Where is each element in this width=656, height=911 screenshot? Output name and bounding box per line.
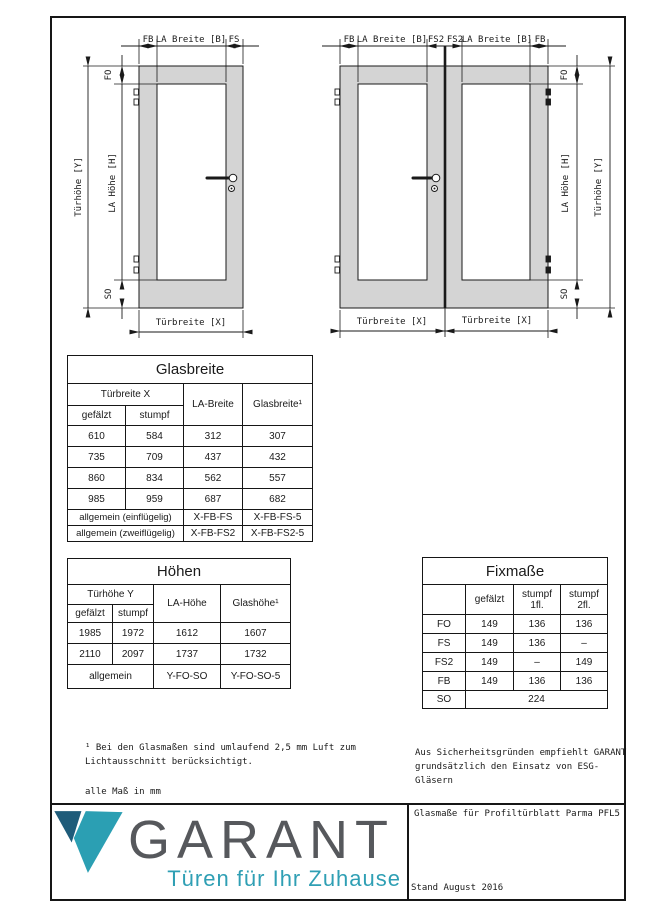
sub-header: stumpf — [126, 406, 184, 426]
sub-header: gefälzt — [68, 406, 126, 426]
table-title: Fixmaße — [423, 558, 608, 585]
table-cell: 224 — [466, 691, 608, 709]
hoehen-table — [67, 558, 291, 689]
table-cell: 709 — [126, 447, 184, 468]
table-cell: 557 — [243, 468, 313, 489]
fixmasse-table — [422, 557, 608, 709]
row-header: FS — [423, 634, 466, 653]
dim-label-tuerbreite: Türbreite [X] — [356, 317, 428, 327]
door-drawings — [0, 0, 656, 360]
table-cell: 149 — [466, 653, 514, 672]
table-cell: 149 — [466, 615, 514, 634]
header-line: stumpf — [521, 588, 552, 600]
col-header — [561, 585, 608, 615]
table-cell: 1732 — [221, 644, 291, 665]
table-cell: Y-FO-SO — [154, 665, 221, 689]
col-header: Glasbreite¹ — [243, 384, 313, 426]
table-cell: 312 — [184, 426, 243, 447]
table-cell: 136 — [561, 672, 608, 691]
garant-logo-mark — [53, 810, 125, 888]
table-cell: 682 — [243, 489, 313, 510]
table-cell: 1737 — [154, 644, 221, 665]
dim-label-tuerhoehe: Türhöhe [Y] — [74, 157, 84, 217]
table-cell: 985 — [68, 489, 126, 510]
table-cell: – — [514, 653, 561, 672]
table-cell: allgemein — [68, 665, 154, 689]
glass-cutout — [157, 84, 226, 280]
col-header: Glashöhe¹ — [221, 585, 291, 623]
table-cell: X-FB-FS2 — [184, 526, 243, 542]
table-cell: 136 — [514, 634, 561, 653]
table-cell: allgemein (zweiflügelig) — [68, 526, 184, 542]
table-cell: 959 — [126, 489, 184, 510]
dim-label-la-breite: LA Breite [B] — [155, 35, 227, 45]
table-cell: 149 — [466, 672, 514, 691]
table-cell: 860 — [68, 468, 126, 489]
table-cell: 2110 — [68, 644, 113, 665]
table-title: Höhen — [68, 559, 291, 585]
hinge-marks — [134, 89, 139, 273]
brand-tagline: Türen für Ihr Zuhause — [167, 866, 401, 891]
dim-label-fb: FB — [142, 35, 154, 45]
dim-label-tuerbreite: Türbreite [X] — [461, 316, 533, 326]
col-header — [514, 585, 561, 615]
footer-divider-line — [50, 803, 626, 805]
table-cell: 1985 — [68, 623, 113, 644]
glass-cutout-left — [358, 84, 427, 280]
table-cell: 307 — [243, 426, 313, 447]
dim-label-tuerbreite: Türbreite [X] — [155, 318, 227, 328]
table-cell: 437 — [184, 447, 243, 468]
titleblock-divider — [407, 803, 409, 901]
dim-label-la-hoehe: LA Höhe [H] — [108, 153, 118, 213]
corner-cell — [423, 585, 466, 615]
dim-label-fs2: FS2 — [446, 35, 464, 45]
table-cell: 149 — [561, 653, 608, 672]
table-cell: allgemein (einflügelig) — [68, 510, 184, 526]
titleblock-title: Glasmaße für Profiltürblatt Parma PFL5 — [414, 809, 620, 819]
safety-note: Aus Sicherheitsgründen empfiehlt GARANT grundsätzlich den Einsatz von ESG-Gläsern — [415, 748, 627, 786]
sub-header: gefälzt — [68, 605, 113, 623]
header-line: 2fl. — [577, 599, 591, 611]
table-cell: 1972 — [113, 623, 154, 644]
table-cell: 610 — [68, 426, 126, 447]
table-cell: Y-FO-SO-5 — [221, 665, 291, 689]
table-cell: 149 — [466, 634, 514, 653]
row-header: FS2 — [423, 653, 466, 672]
titleblock-date: Stand August 2016 — [411, 883, 504, 893]
dim-label-la-breite: LA Breite [B] — [461, 35, 533, 45]
table-cell: 834 — [126, 468, 184, 489]
table-cell: – — [561, 634, 608, 653]
col-header: LA-Breite — [184, 384, 243, 426]
col-header: LA-Höhe — [154, 585, 221, 623]
dim-label-so: SO — [560, 288, 570, 300]
glasbreite-table — [67, 355, 313, 542]
table-cell: 136 — [514, 615, 561, 634]
table-cell: 136 — [561, 615, 608, 634]
table-cell: 1612 — [154, 623, 221, 644]
sub-header: stumpf — [113, 605, 154, 623]
table-title: Glasbreite — [68, 356, 313, 384]
col-header: Türhöhe Y — [68, 585, 154, 605]
dim-label-la-breite: LA Breite [B] — [356, 35, 428, 45]
brand-name: GARANT — [128, 810, 396, 870]
header-line: stumpf — [569, 588, 600, 600]
footnote-glass: ¹ Bei den Glasmaßen sind umlaufend 2,5 mm Luft zum Lichtausschnitt berücksichtigt. — [85, 743, 356, 767]
dim-label-tuerhoehe: Türhöhe [Y] — [594, 157, 604, 217]
table-cell: 735 — [68, 447, 126, 468]
dim-label-fs: FS — [228, 35, 240, 45]
header-line: 1fl. — [530, 599, 544, 611]
table-cell: X-FB-FS-5 — [243, 510, 313, 526]
table-cell: 2097 — [113, 644, 154, 665]
col-header: gefälzt — [466, 585, 514, 615]
table-cell: 584 — [126, 426, 184, 447]
table-cell: 432 — [243, 447, 313, 468]
row-header: FB — [423, 672, 466, 691]
dim-label-so: SO — [104, 288, 114, 300]
footnote-units: alle Maß in mm — [85, 787, 161, 797]
col-header: Türbreite X — [68, 384, 184, 406]
dim-label-fb: FB — [534, 35, 546, 45]
dim-label-fo: FO — [560, 69, 570, 81]
table-cell: 687 — [184, 489, 243, 510]
glass-cutout-right — [462, 84, 530, 280]
logo-teal-shape — [74, 811, 123, 873]
double-door-drawing — [322, 35, 615, 338]
table-cell: 136 — [514, 672, 561, 691]
dim-label-fs2: FS2 — [427, 35, 445, 45]
dim-label-fb: FB — [343, 35, 355, 45]
table-cell: 1607 — [221, 623, 291, 644]
single-door-drawing — [74, 35, 259, 338]
table-cell: X-FB-FS — [184, 510, 243, 526]
dim-label-fo: FO — [104, 69, 114, 81]
dim-label-la-hoehe: LA Höhe [H] — [561, 153, 571, 213]
table-cell: X-FB-FS2-5 — [243, 526, 313, 542]
row-header: SO — [423, 691, 466, 709]
row-header: FO — [423, 615, 466, 634]
table-cell: 562 — [184, 468, 243, 489]
